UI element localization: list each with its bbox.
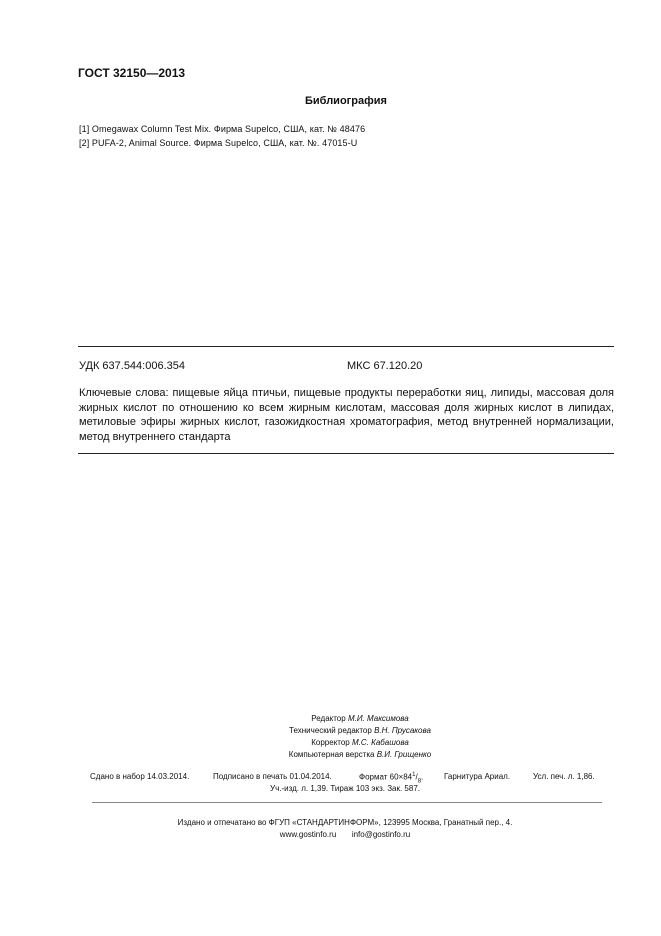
credit-layout xyxy=(190,749,530,761)
bibliography-item-2: [2] PUFA-2, Animal Source. Фирма Supelco, США, кат. №. 47015-U xyxy=(79,138,358,148)
credit-corrector-label: Корректор xyxy=(311,738,350,747)
pub-format-text: Формат 60×84 xyxy=(359,772,413,782)
pub-typeset-date: Сдано в набор 14.03.2014. xyxy=(90,772,190,781)
credit-editor-name: М.И. Максимова xyxy=(347,714,409,723)
bottom-divider xyxy=(78,453,614,454)
publisher-line: Издано и отпечатано во ФГУП «СТАНДАРТИНФОРМ», 123995 Москва, Гранатный пер., 4. xyxy=(177,818,513,827)
credit-tech-editor xyxy=(190,725,530,737)
credit-tech-editor-label: Технический редактор xyxy=(289,726,372,735)
credit-corrector-name: М.С. Кабашова xyxy=(352,738,409,747)
bibliography-title: Библиография xyxy=(305,95,387,107)
credit-corrector xyxy=(190,737,530,749)
pub-print-sheets: Усл. печ. л. 1,86. xyxy=(533,772,595,781)
contacts-line xyxy=(80,830,610,839)
pub-format-sup: 1 xyxy=(412,772,416,778)
udk-code: УДК 637.544:006.354 xyxy=(79,360,185,372)
pub-format-sub: 8 xyxy=(417,778,422,785)
mks-code: МКС 67.120.20 xyxy=(347,360,423,372)
credit-tech-editor-name: В.Н. Прусакова xyxy=(374,726,431,735)
credit-editor-label: Редактор xyxy=(311,714,346,723)
footer-divider xyxy=(92,802,602,803)
document-code: ГОСТ 32150—2013 xyxy=(78,66,186,80)
keywords-paragraph: Ключевые слова: пищевые яйца птичьи, пищевые продукты переработки яиц, липиды, массовая доля жирных кислот по отношению ко всем жирным кислотам, массовая доля жирных кислот в липидах, метиловые эфиры жирных кислот, газожидкостная хроматография, метод внутренней нормализации, метод внутреннего стандарта xyxy=(79,387,614,443)
email-link[interactable]: info@gostinfo.ru xyxy=(351,830,411,839)
top-divider xyxy=(78,346,614,347)
credit-editor xyxy=(190,713,530,725)
website-link[interactable]: www.gostinfo.ru xyxy=(279,830,337,839)
pub-run-info: Уч.-изд. л. 1,39. Тираж 103 экз. Зак. 587. xyxy=(270,784,420,793)
pub-typeface: Гарнитура Ариал. xyxy=(444,772,511,781)
pub-format: Формат $60\times 84^1/_8$. xyxy=(359,772,424,785)
credit-layout-name: В.И. Грищенко xyxy=(376,750,432,759)
pub-signed-date: Подписано в печать 01.04.2014. xyxy=(213,772,332,781)
credit-layout-label: Компьютерная верстка xyxy=(288,750,375,759)
bibliography-item-1: [1] Omegawax Column Test Mix. Фирма Supelco, США, кат. № 48476 xyxy=(79,124,366,134)
